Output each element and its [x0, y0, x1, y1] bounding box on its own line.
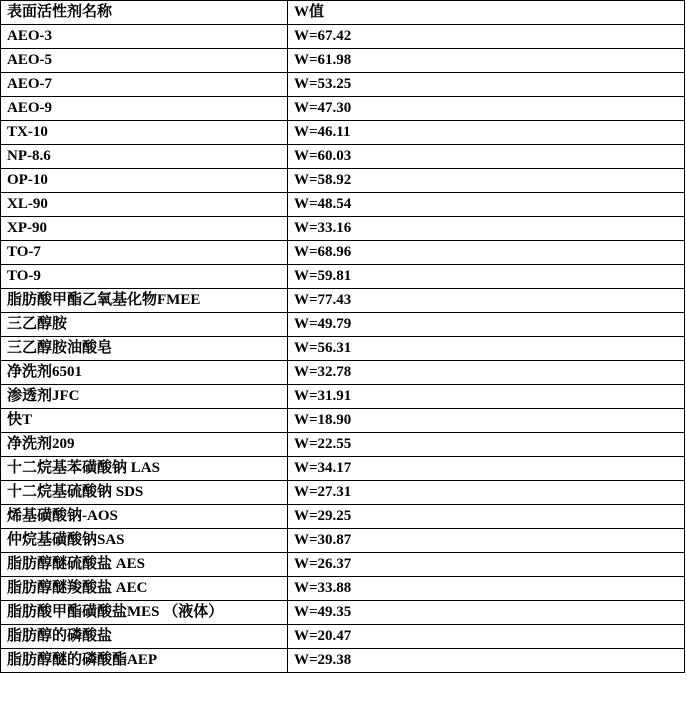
cell-value: W=22.55 — [288, 433, 685, 457]
table-row — [1, 577, 685, 601]
cell-name: AEO-7 — [1, 73, 288, 97]
cell-value: W=47.30 — [288, 97, 685, 121]
table-row — [1, 193, 685, 217]
cell-name: 三乙醇胺 — [1, 313, 288, 337]
cell-name: OP-10 — [1, 169, 288, 193]
table-row — [1, 553, 685, 577]
cell-name: 烯基磺酸钠-AOS — [1, 505, 288, 529]
cell-name: 快T — [1, 409, 288, 433]
cell-value: W=77.43 — [288, 289, 685, 313]
cell-value: W=18.90 — [288, 409, 685, 433]
cell-value: W=29.38 — [288, 649, 685, 673]
table-row — [1, 145, 685, 169]
cell-name: XL-90 — [1, 193, 288, 217]
table-row — [1, 169, 685, 193]
cell-value: W=49.35 — [288, 601, 685, 625]
table-row — [1, 289, 685, 313]
cell-value: W=32.78 — [288, 361, 685, 385]
cell-name: AEO-5 — [1, 49, 288, 73]
cell-value: W=49.79 — [288, 313, 685, 337]
cell-value: W=53.25 — [288, 73, 685, 97]
table-row — [1, 409, 685, 433]
cell-value: W=67.42 — [288, 25, 685, 49]
table-head — [1, 1, 685, 25]
cell-name: 脂肪醇醚硫酸盐 AES — [1, 553, 288, 577]
cell-name: 十二烷基硫酸钠 SDS — [1, 481, 288, 505]
table-row — [1, 361, 685, 385]
cell-name: 三乙醇胺油酸皂 — [1, 337, 288, 361]
table-row — [1, 505, 685, 529]
cell-value: W=31.91 — [288, 385, 685, 409]
cell-value: W=68.96 — [288, 241, 685, 265]
cell-name: 净洗剂209 — [1, 433, 288, 457]
cell-name: AEO-9 — [1, 97, 288, 121]
column-header-value: W值 — [288, 1, 685, 25]
table-row — [1, 385, 685, 409]
table-row — [1, 49, 685, 73]
cell-value: W=61.98 — [288, 49, 685, 73]
table-row — [1, 337, 685, 361]
cell-name: 脂肪醇醚羧酸盐 AEC — [1, 577, 288, 601]
table-row — [1, 649, 685, 673]
cell-value: W=48.54 — [288, 193, 685, 217]
cell-name: 脂肪醇醚的磷酸酯AEP — [1, 649, 288, 673]
cell-name: 十二烷基苯磺酸钠 LAS — [1, 457, 288, 481]
cell-name: 净洗剂6501 — [1, 361, 288, 385]
table-body — [1, 25, 685, 673]
table-row — [1, 481, 685, 505]
table-row — [1, 25, 685, 49]
table-row — [1, 601, 685, 625]
cell-value: W=46.11 — [288, 121, 685, 145]
cell-name: NP-8.6 — [1, 145, 288, 169]
cell-name: TO-7 — [1, 241, 288, 265]
cell-name: 脂肪酸甲酯乙氧基化物FMEE — [1, 289, 288, 313]
table-row — [1, 265, 685, 289]
table-header-row — [1, 1, 685, 25]
table-row — [1, 433, 685, 457]
table-row — [1, 73, 685, 97]
cell-name: 仲烷基磺酸钠SAS — [1, 529, 288, 553]
cell-name: AEO-3 — [1, 25, 288, 49]
cell-value: W=33.88 — [288, 577, 685, 601]
table-row — [1, 313, 685, 337]
cell-name: TX-10 — [1, 121, 288, 145]
cell-value: W=60.03 — [288, 145, 685, 169]
table-row — [1, 457, 685, 481]
cell-value: W=30.87 — [288, 529, 685, 553]
cell-name: 脂肪酸甲酯磺酸盐MES （液体） — [1, 601, 288, 625]
table-row — [1, 97, 685, 121]
cell-value: W=59.81 — [288, 265, 685, 289]
table-row — [1, 529, 685, 553]
cell-value: W=20.47 — [288, 625, 685, 649]
cell-value: W=34.17 — [288, 457, 685, 481]
cell-value: W=26.37 — [288, 553, 685, 577]
cell-name: 渗透剂JFC — [1, 385, 288, 409]
cell-value: W=56.31 — [288, 337, 685, 361]
cell-value: W=33.16 — [288, 217, 685, 241]
cell-value: W=29.25 — [288, 505, 685, 529]
table-row — [1, 625, 685, 649]
cell-name: XP-90 — [1, 217, 288, 241]
table-row — [1, 241, 685, 265]
column-header-name: 表面活性剂名称 — [1, 1, 288, 25]
cell-name: 脂肪醇的磷酸盐 — [1, 625, 288, 649]
table-row — [1, 217, 685, 241]
table-row — [1, 121, 685, 145]
cell-value: W=27.31 — [288, 481, 685, 505]
cell-value: W=58.92 — [288, 169, 685, 193]
cell-name: TO-9 — [1, 265, 288, 289]
